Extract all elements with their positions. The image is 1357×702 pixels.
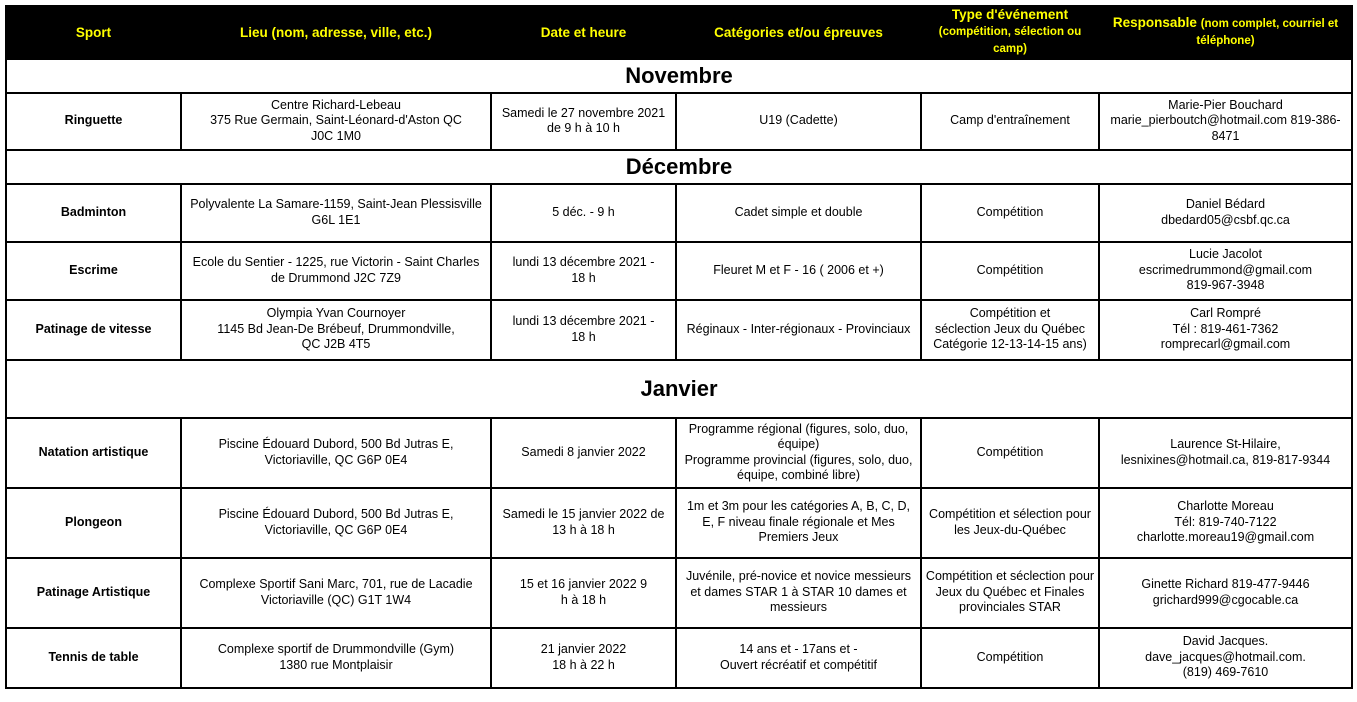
categories-cell: U19 (Cadette) (676, 93, 921, 150)
type-cell: Compétition et sélection pour les Jeux-du-Québec (921, 488, 1099, 558)
type-cell: Compétition (921, 242, 1099, 300)
lieu-cell: Complexe Sportif Sani Marc, 701, rue de Lacadie Victoriaville (QC) G1T 1W4 (181, 558, 491, 628)
month-row-novembre (6, 59, 1352, 93)
table-row (6, 418, 1352, 488)
type-cell: Compétition (921, 184, 1099, 242)
sport-cell: Plongeon (6, 488, 181, 558)
date-cell: Samedi 8 janvier 2022 (491, 418, 676, 488)
header-responsable-sub: (nom complet, courriel et téléphone) (1196, 17, 1339, 48)
type-cell: Compétition et séclection Jeux du Québec Catégorie 12-13-14-15 ans) (921, 300, 1099, 360)
table-row (6, 488, 1352, 558)
sport-cell: Ringuette (6, 93, 181, 150)
date-cell: 21 janvier 2022 18 h à 22 h (491, 628, 676, 688)
lieu-cell: Olympia Yvan Cournoyer 1145 Bd Jean-De Brébeuf, Drummondville, QC J2B 4T5 (181, 300, 491, 360)
lieu-cell: Complexe sportif de Drummondville (Gym) 1380 rue Montplaisir (181, 628, 491, 688)
header-type-sub: (compétition, sélection ou camp) (938, 25, 1082, 55)
lieu-cell: Centre Richard-Lebeau 375 Rue Germain, Saint-Léonard-d'Aston QC J0C 1M0 (181, 93, 491, 150)
sport-cell: Badminton (6, 184, 181, 242)
table-header-row (6, 6, 1352, 59)
table-row (6, 558, 1352, 628)
date-cell: lundi 13 décembre 2021 - 18 h (491, 242, 676, 300)
lieu-cell: Polyvalente La Samare-1159, Saint-Jean Plessisville G6L 1E1 (181, 184, 491, 242)
categories-cell: Fleuret M et F - 16 ( 2006 et +) (676, 242, 921, 300)
date-cell: Samedi le 15 janvier 2022 de 13 h à 18 h (491, 488, 676, 558)
header-responsable: Responsable (nom complet, courriel et téléphone) (1099, 6, 1352, 59)
table-row (6, 242, 1352, 300)
responsable-cell: Lucie Jacolot escrimedrummond@gmail.com 819-967-3948 (1099, 242, 1352, 300)
sport-cell: Patinage de vitesse (6, 300, 181, 360)
lieu-cell: Piscine Édouard Dubord, 500 Bd Jutras E, Victoriaville, QC G6P 0E4 (181, 488, 491, 558)
month-heading: Janvier (6, 360, 1352, 418)
sport-cell: Natation artistique (6, 418, 181, 488)
sport-cell: Escrime (6, 242, 181, 300)
table-row (6, 628, 1352, 688)
header-categories: Catégories et/ou épreuves (676, 6, 921, 59)
table-row (6, 300, 1352, 360)
month-row-decembre (6, 150, 1352, 184)
type-cell: Compétition (921, 628, 1099, 688)
type-cell: Compétition et séclection pour Jeux du Québec et Finales provinciales STAR (921, 558, 1099, 628)
date-cell: lundi 13 décembre 2021 - 18 h (491, 300, 676, 360)
date-cell: 5 déc. - 9 h (491, 184, 676, 242)
type-cell: Compétition (921, 418, 1099, 488)
responsable-cell: Carl Rompré Tél : 819-461-7362 romprecarl@gmail.com (1099, 300, 1352, 360)
responsable-cell: David Jacques. dave_jacques@hotmail.com. (819) 469-7610 (1099, 628, 1352, 688)
table-row (6, 184, 1352, 242)
month-heading: Novembre (6, 59, 1352, 93)
month-row-janvier (6, 360, 1352, 418)
responsable-cell: Laurence St-Hilaire, lesnixines@hotmail.ca, 819-817-9344 (1099, 418, 1352, 488)
header-sport: Sport (6, 6, 181, 59)
table-row (6, 93, 1352, 150)
categories-cell: Programme régional (figures, solo, duo, équipe) Programme provincial (figures, solo, duo, équipe, combiné libre) (676, 418, 921, 488)
responsable-cell: Ginette Richard 819-477-9446 grichard999@cgocable.ca (1099, 558, 1352, 628)
type-cell: Camp d'entraînement (921, 93, 1099, 150)
date-cell: Samedi le 27 novembre 2021 de 9 h à 10 h (491, 93, 676, 150)
categories-cell: 14 ans et - 17ans et - Ouvert récréatif et compétitif (676, 628, 921, 688)
header-date: Date et heure (491, 6, 676, 59)
sport-cell: Tennis de table (6, 628, 181, 688)
date-cell: 15 et 16 janvier 2022 9 h à 18 h (491, 558, 676, 628)
responsable-cell: Charlotte Moreau Tél: 819-740-7122 charlotte.moreau19@gmail.com (1099, 488, 1352, 558)
categories-cell: Juvénile, pré-novice et novice messieurs et dames STAR 1 à STAR 10 dames et messieurs (676, 558, 921, 628)
header-lieu: Lieu (nom, adresse, ville, etc.) (181, 6, 491, 59)
header-type: Type d'événement (compétition, sélection ou camp) (921, 6, 1099, 59)
responsable-cell: Marie-Pier Bouchard marie_pierboutch@hotmail.com 819-386- 8471 (1099, 93, 1352, 150)
event-schedule-table (5, 5, 1353, 689)
sport-cell: Patinage Artistique (6, 558, 181, 628)
month-heading: Décembre (6, 150, 1352, 184)
lieu-cell: Piscine Édouard Dubord, 500 Bd Jutras E, Victoriaville, QC G6P 0E4 (181, 418, 491, 488)
lieu-cell: Ecole du Sentier - 1225, rue Victorin - Saint Charles de Drummond J2C 7Z9 (181, 242, 491, 300)
categories-cell: Réginaux - Inter-régionaux - Provinciaux (676, 300, 921, 360)
categories-cell: Cadet simple et double (676, 184, 921, 242)
responsable-cell: Daniel Bédard dbedard05@csbf.qc.ca (1099, 184, 1352, 242)
categories-cell: 1m et 3m pour les catégories A, B, C, D, E, F niveau finale régionale et Mes Premiers Jeux (676, 488, 921, 558)
